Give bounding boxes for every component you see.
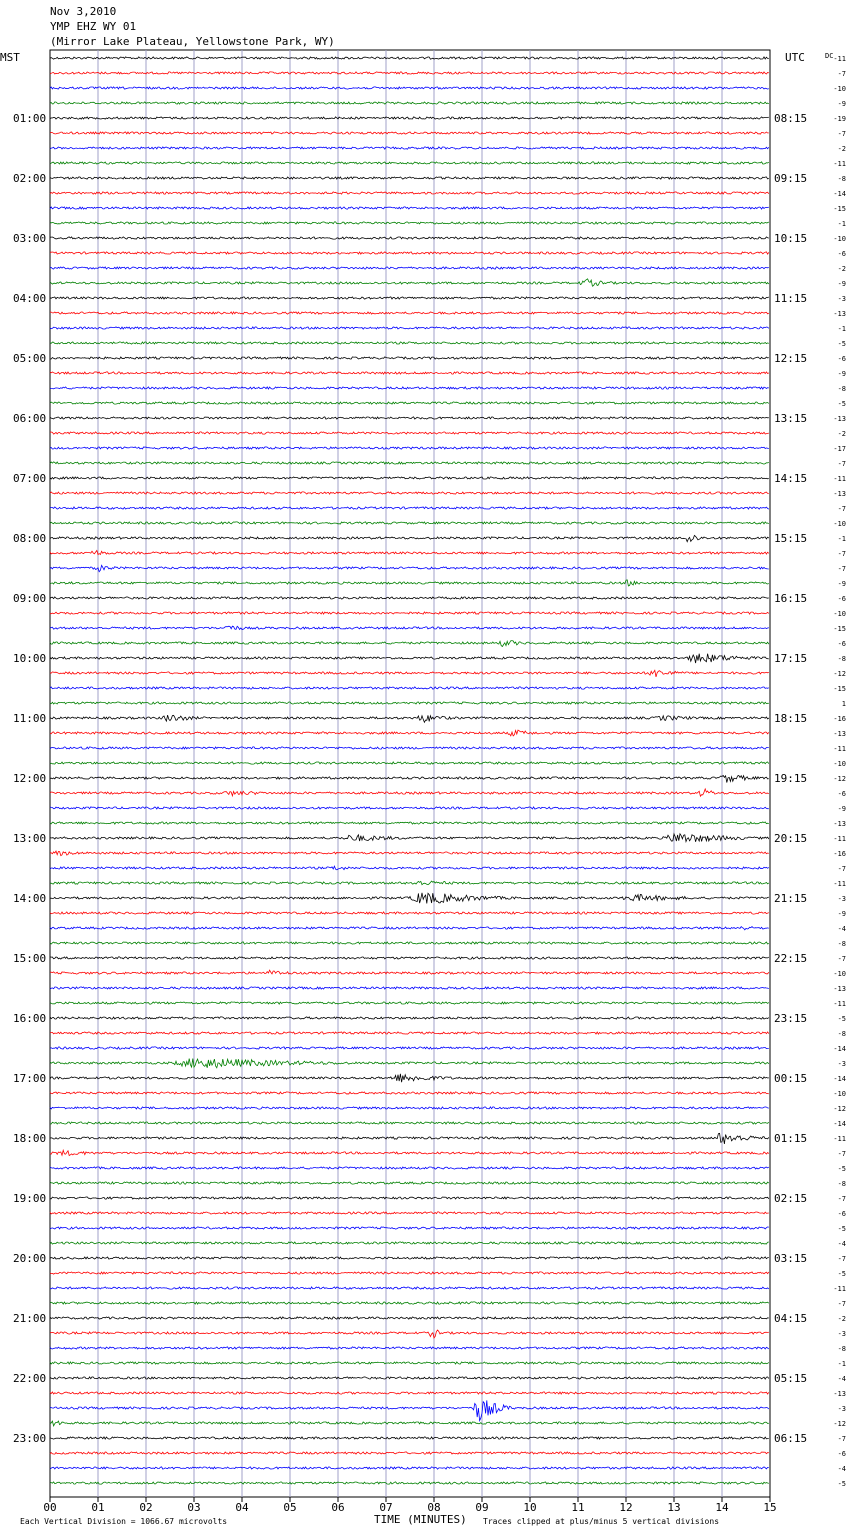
- utc-hour-label: 18:15: [774, 712, 808, 725]
- dc-offset-label: -16: [833, 850, 846, 858]
- seismic-trace: [50, 252, 769, 254]
- x-tick-label: 12: [619, 1501, 633, 1514]
- dc-offset-label: -10: [833, 760, 846, 768]
- seismic-trace: [50, 1107, 769, 1109]
- seismic-trace: [50, 912, 769, 914]
- x-tick-label: 00: [43, 1501, 57, 1514]
- mst-hour-label: 17:00: [13, 1072, 47, 1085]
- dc-offset-label: -14: [833, 190, 846, 198]
- seismic-trace: [50, 580, 769, 586]
- seismic-trace: [50, 822, 769, 824]
- utc-hour-label: 20:15: [774, 832, 808, 845]
- seismic-trace: [50, 1167, 769, 1169]
- mst-hour-label: 01:00: [13, 112, 47, 125]
- dc-offset-label: -2: [837, 430, 846, 438]
- seismic-trace: [50, 507, 769, 509]
- seismic-trace: [50, 1032, 769, 1034]
- dc-offset-label: -13: [833, 985, 846, 993]
- utc-hour-label: 03:15: [774, 1252, 808, 1265]
- dc-offset-label: -11: [833, 1285, 846, 1293]
- seismic-trace: [50, 1257, 769, 1259]
- x-tick-label: 09: [475, 1501, 489, 1514]
- dc-offset-label: -15: [833, 685, 846, 693]
- dc-offset-label: -4: [837, 1465, 846, 1473]
- dc-offset-label: -5: [837, 1165, 846, 1173]
- dc-offset-label: -14: [833, 1120, 846, 1128]
- seismic-trace: [50, 1362, 769, 1364]
- clipping-note: Traces clipped at plus/minus 5 vertical divisions: [483, 1517, 720, 1526]
- x-tick-label: 13: [667, 1501, 681, 1514]
- seismic-trace: [50, 447, 769, 449]
- seismic-trace: [50, 1002, 769, 1004]
- dc-offset-label: -9: [837, 910, 846, 918]
- dc-offset-label: -8: [837, 655, 846, 663]
- dc-offset-label: -1: [837, 535, 846, 543]
- dc-offset-label: -4: [837, 925, 846, 933]
- mst-hour-label: 08:00: [13, 532, 47, 545]
- dc-offset-label: -2: [837, 1315, 846, 1323]
- dc-offset-label: -13: [833, 820, 846, 828]
- mst-hour-label: 09:00: [13, 592, 47, 605]
- seismic-trace: [50, 342, 769, 344]
- dc-offset-label: -7: [837, 460, 846, 468]
- dc-offset-label: -7: [837, 865, 846, 873]
- seismic-trace: [50, 1377, 769, 1379]
- seismic-trace: [50, 762, 769, 764]
- seismic-trace: [50, 987, 769, 989]
- utc-hour-label: 02:15: [774, 1192, 808, 1205]
- mst-hour-label: 16:00: [13, 1012, 47, 1025]
- dc-offset-label: -15: [833, 625, 846, 633]
- dc-offset-label: -11: [833, 880, 846, 888]
- seismic-trace: [50, 387, 769, 389]
- seismic-trace: [50, 565, 769, 571]
- utc-hour-label: 10:15: [774, 232, 808, 245]
- dc-offset-label: -7: [837, 1435, 846, 1443]
- dc-offset-label: -10: [833, 1090, 846, 1098]
- dc-offset-label: -10: [833, 85, 846, 93]
- dc-offset-label: -9: [837, 805, 846, 813]
- seismic-trace: [50, 1400, 769, 1420]
- seismic-trace: [50, 1242, 769, 1244]
- seismic-trace: [50, 970, 769, 974]
- mst-hour-label: 11:00: [13, 712, 47, 725]
- dc-offset-label: -12: [833, 1420, 846, 1428]
- seismic-trace: [50, 1302, 769, 1304]
- dc-offset-label: -8: [837, 1030, 846, 1038]
- dc-offset-label: -13: [833, 1390, 846, 1398]
- dc-offset-label: -10: [833, 520, 846, 528]
- seismic-trace: [50, 522, 769, 524]
- utc-hour-label: 00:15: [774, 1072, 808, 1085]
- seismic-trace: [50, 747, 769, 749]
- dc-offset-label: -7: [837, 565, 846, 573]
- mst-hour-label: 06:00: [13, 412, 47, 425]
- seismic-trace: [50, 57, 769, 59]
- seismic-trace: [50, 267, 769, 269]
- mst-hour-label: 10:00: [13, 652, 47, 665]
- seismic-trace: [50, 942, 769, 944]
- seismic-trace: [50, 866, 769, 870]
- seismic-trace: [50, 1074, 769, 1082]
- seismic-trace: [50, 1452, 769, 1454]
- dc-offset-label: -10: [833, 610, 846, 618]
- utc-hour-label: 14:15: [774, 472, 808, 485]
- seismic-trace: [50, 551, 769, 555]
- seismic-trace: [50, 222, 769, 224]
- seismic-trace: [50, 1122, 769, 1124]
- dc-offset-label: -7: [837, 955, 846, 963]
- seismic-trace: [50, 312, 769, 314]
- dc-offset-label: -13: [833, 730, 846, 738]
- dc-offset-label: -8: [837, 175, 846, 183]
- seismic-trace: [50, 1347, 769, 1349]
- dc-offset-label: -17: [833, 445, 846, 453]
- dc-offset-labels: [833, 55, 846, 1488]
- x-tick-label: 03: [187, 1501, 201, 1514]
- station-location: (Mirror Lake Plateau, Yellowstone Park, WY): [50, 35, 335, 48]
- seismic-trace: [50, 654, 769, 663]
- dc-offset-label: -11: [833, 1135, 846, 1143]
- utc-hour-label: 12:15: [774, 352, 808, 365]
- dc-offset-label: -14: [833, 1075, 846, 1083]
- seismic-trace: [50, 1330, 769, 1338]
- right-timezone-label: UTC: [785, 51, 805, 64]
- seismic-trace: [50, 87, 769, 89]
- mst-hour-label: 21:00: [13, 1312, 47, 1325]
- utc-hour-label: 16:15: [774, 592, 808, 605]
- seismic-trace: [50, 702, 769, 704]
- dc-offset-label: -5: [837, 1270, 846, 1278]
- mst-hour-label: 02:00: [13, 172, 47, 185]
- dc-offset-label: -6: [837, 355, 846, 363]
- plot-frame: [50, 50, 770, 1497]
- seismic-trace: [50, 612, 769, 614]
- dc-offset-label: -3: [837, 1330, 846, 1338]
- dc-offset-label: -7: [837, 505, 846, 513]
- dc-offset-label: -9: [837, 100, 846, 108]
- x-tick-label: 05: [283, 1501, 297, 1514]
- dc-offset-label: -14: [833, 1045, 846, 1053]
- dc-offset-label: -7: [837, 550, 846, 558]
- mst-hour-label: 07:00: [13, 472, 47, 485]
- dc-offset-label: -5: [837, 1480, 846, 1488]
- seismic-trace: [50, 417, 769, 419]
- seismic-trace: [50, 641, 769, 647]
- x-tick-label: 07: [379, 1501, 393, 1514]
- seismic-trace: [50, 297, 769, 299]
- seismic-trace: [50, 1421, 769, 1426]
- dc-offset-label: -5: [837, 400, 846, 408]
- utc-hour-label: 06:15: [774, 1432, 808, 1445]
- dc-offset-label: -13: [833, 310, 846, 318]
- utc-hour-label: 08:15: [774, 112, 808, 125]
- seismic-trace: [50, 1047, 769, 1049]
- seismic-trace: [50, 1227, 769, 1229]
- utc-hour-label: 09:15: [774, 172, 808, 185]
- dc-offset-label: -3: [837, 895, 846, 903]
- mst-hour-label: 03:00: [13, 232, 47, 245]
- dc-offset-label: -6: [837, 790, 846, 798]
- dc-offset-label: -5: [837, 1225, 846, 1233]
- seismic-trace: [50, 1317, 769, 1319]
- seismic-trace: [50, 177, 769, 179]
- mst-hour-label: 14:00: [13, 892, 47, 905]
- seismic-trace: [50, 102, 769, 104]
- dc-offset-label: -10: [833, 970, 846, 978]
- dc-offset-label: -11: [833, 835, 846, 843]
- dc-offset-label: -6: [837, 1450, 846, 1458]
- seismic-trace: [50, 1437, 769, 1439]
- mst-hour-label: 04:00: [13, 292, 47, 305]
- dc-offset-label: -6: [837, 640, 846, 648]
- dc-offset-label: -3: [837, 1060, 846, 1068]
- seismic-trace: [50, 597, 769, 599]
- seismic-trace: [50, 207, 769, 209]
- x-tick-label: 02: [139, 1501, 153, 1514]
- seismic-trace: [50, 192, 769, 194]
- seismic-trace: [50, 851, 769, 856]
- seismic-trace: [50, 1150, 769, 1155]
- x-tick-label: 01: [91, 1501, 105, 1514]
- dc-offset-label: -4: [837, 1240, 846, 1248]
- seismic-trace: [50, 715, 769, 722]
- seismic-trace: [50, 357, 769, 359]
- dc-offset-label: -13: [833, 490, 846, 498]
- seismic-trace: [50, 162, 769, 164]
- helicorder-date: Nov 3,2010: [50, 5, 117, 18]
- seismic-trace: [50, 327, 769, 329]
- dc-offset-label: -12: [833, 1105, 846, 1113]
- utc-hour-label: 15:15: [774, 532, 808, 545]
- seismic-trace: [50, 147, 769, 149]
- dc-offset-label: -9: [837, 370, 846, 378]
- seismic-trace: [50, 1017, 769, 1019]
- seismic-trace: [50, 776, 769, 783]
- mst-hour-label: 18:00: [13, 1132, 47, 1145]
- dc-offset-label: -8: [837, 1180, 846, 1188]
- grid-lines: [50, 50, 770, 1497]
- seismic-traces: [50, 57, 769, 1484]
- dc-offset-label: -7: [837, 1255, 846, 1263]
- dc-offset-label: -1: [837, 220, 846, 228]
- dc-offset-label: -10: [833, 235, 846, 243]
- mst-hour-label: 20:00: [13, 1252, 47, 1265]
- seismic-trace: [50, 132, 769, 134]
- x-tick-label: 08: [427, 1501, 441, 1514]
- seismic-trace: [50, 1133, 769, 1144]
- dc-offset-label: -8: [837, 940, 846, 948]
- dc-offset-label: -3: [837, 1405, 846, 1413]
- seismic-trace: [50, 670, 769, 677]
- dc-offset-label: -16: [833, 715, 846, 723]
- seismic-trace: [50, 1392, 769, 1394]
- seismic-trace: [50, 492, 769, 494]
- dc-offset-label: -6: [837, 1210, 846, 1218]
- dc-offset-label: -11: [833, 475, 846, 483]
- dc-offset-label: -2: [837, 265, 846, 273]
- x-tick-label: 15: [763, 1501, 777, 1514]
- utc-hour-label: 01:15: [774, 1132, 808, 1145]
- time-axis: [43, 1497, 776, 1514]
- dc-offset-label: -15: [833, 205, 846, 213]
- utc-hour-label: 19:15: [774, 772, 808, 785]
- dc-offset-label: -11: [833, 55, 846, 63]
- dc-offset-label: -5: [837, 340, 846, 348]
- dc-offset-label: -11: [833, 160, 846, 168]
- seismic-trace: [50, 1182, 769, 1184]
- dc-offset-label: -7: [837, 70, 846, 78]
- mst-hour-label: 15:00: [13, 952, 47, 965]
- seismic-trace: [50, 237, 769, 239]
- dc-offset-label: -7: [837, 1300, 846, 1308]
- utc-hour-label: 22:15: [774, 952, 808, 965]
- dc-offset-label: -11: [833, 745, 846, 753]
- mst-hour-label: 23:00: [13, 1432, 47, 1445]
- dc-offset-label: -5: [837, 1015, 846, 1023]
- x-tick-label: 14: [715, 1501, 729, 1514]
- seismic-trace: [50, 687, 769, 689]
- seismic-trace: [50, 789, 769, 796]
- dc-offset-label: -1: [837, 1360, 846, 1368]
- seismic-trace: [50, 402, 769, 404]
- station-code: YMP EHZ WY 01: [50, 20, 137, 33]
- x-tick-label: 11: [571, 1501, 585, 1514]
- seismic-trace: [50, 1467, 769, 1469]
- vertical-division-note: Each Vertical Division = 1066.67 microvolts: [20, 1517, 228, 1526]
- dc-offset-label: -7: [837, 1195, 846, 1203]
- seismic-trace: [50, 1212, 769, 1214]
- dc-offset-label: -7: [837, 1150, 846, 1158]
- seismic-trace: [50, 807, 769, 809]
- utc-hour-label: 04:15: [774, 1312, 808, 1325]
- x-axis-title: TIME (MINUTES): [374, 1513, 467, 1526]
- seismic-trace: [50, 1197, 769, 1199]
- x-tick-label: 06: [331, 1501, 345, 1514]
- mst-hour-label: 19:00: [13, 1192, 47, 1205]
- seismic-trace: [50, 279, 769, 286]
- seismic-trace: [50, 1092, 769, 1094]
- utc-hour-label: 11:15: [774, 292, 808, 305]
- dc-offset-label: 1: [841, 700, 846, 708]
- utc-hour-label: 05:15: [774, 1372, 808, 1385]
- dc-offset-label: -9: [837, 280, 846, 288]
- mst-hour-label: 12:00: [13, 772, 47, 785]
- dc-offset-label: -4: [837, 1375, 846, 1383]
- utc-hour-label: 23:15: [774, 1012, 808, 1025]
- dc-offset-label: -3: [837, 295, 846, 303]
- seismic-trace: [50, 432, 769, 434]
- dc-offset-label: -6: [837, 250, 846, 258]
- dc-offset-label: -2: [837, 145, 846, 153]
- dc-label: DC: [825, 52, 834, 60]
- seismic-trace: [50, 957, 769, 959]
- seismic-trace: [50, 117, 769, 119]
- seismic-trace: [50, 1272, 769, 1274]
- seismic-trace: [50, 893, 769, 904]
- seismic-trace: [50, 1059, 769, 1068]
- seismic-trace: [50, 462, 769, 464]
- dc-offset-label: -8: [837, 1345, 846, 1353]
- dc-offset-label: -12: [833, 670, 846, 678]
- seismic-trace: [50, 1287, 769, 1289]
- dc-offset-label: -12: [833, 775, 846, 783]
- x-tick-label: 10: [523, 1501, 537, 1514]
- utc-hour-label: 21:15: [774, 892, 808, 905]
- seismic-trace: [50, 927, 769, 930]
- seismic-trace: [50, 477, 769, 479]
- dc-offset-label: -7: [837, 130, 846, 138]
- dc-offset-label: -11: [833, 1000, 846, 1008]
- seismic-trace: [50, 372, 769, 374]
- mst-hour-label: 13:00: [13, 832, 47, 845]
- left-timezone-label: MST: [0, 51, 20, 64]
- dc-offset-label: -8: [837, 385, 846, 393]
- seismic-trace: [50, 1482, 769, 1484]
- dc-offset-label: -13: [833, 415, 846, 423]
- dc-offset-label: -9: [837, 580, 846, 588]
- utc-hour-label: 17:15: [774, 652, 808, 665]
- dc-offset-label: -1: [837, 325, 846, 333]
- seismic-trace: [50, 626, 769, 629]
- mst-hour-label: 05:00: [13, 352, 47, 365]
- seismic-trace: [50, 72, 769, 74]
- utc-hour-label: 13:15: [774, 412, 808, 425]
- seismic-trace: [50, 535, 769, 541]
- seismic-trace: [50, 881, 769, 885]
- dc-offset-label: -19: [833, 115, 846, 123]
- x-tick-label: 04: [235, 1501, 249, 1514]
- mst-hour-label: 22:00: [13, 1372, 47, 1385]
- dc-offset-label: -6: [837, 595, 846, 603]
- seismic-trace: [50, 730, 769, 736]
- seismic-trace: [50, 834, 769, 842]
